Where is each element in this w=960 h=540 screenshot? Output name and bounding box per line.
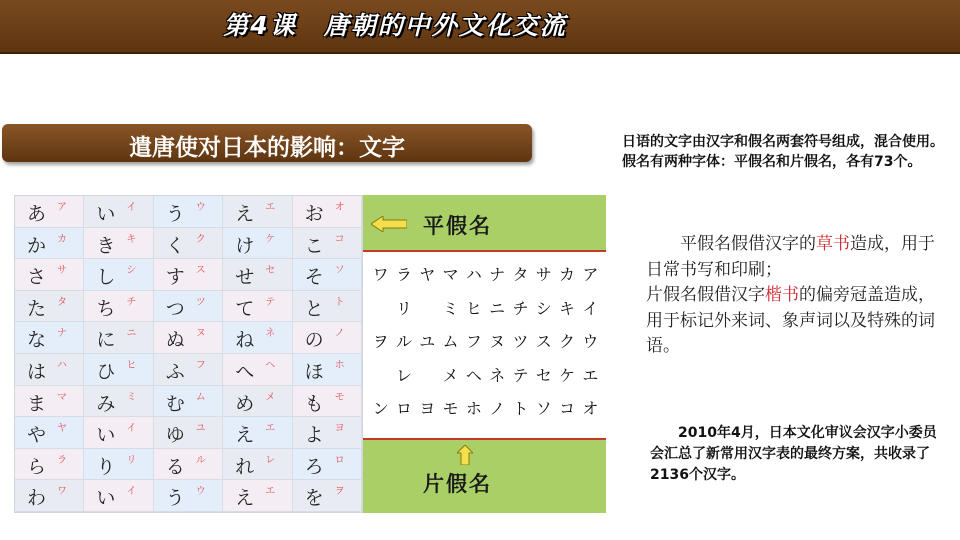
kana-cell [84,417,153,449]
kana-cell [84,196,153,228]
hiragana-char: ほ [304,361,324,383]
katakana-char: ソ [334,265,345,277]
hiragana-char: ち [96,297,116,320]
kana-cell [223,322,292,354]
hiragana-char: ひ [96,361,116,383]
katakana-glyph: チ [512,298,529,318]
hiragana-char: い [96,203,116,225]
katakana-glyph: マ [442,265,459,284]
katakana-glyph: ヌ [489,332,506,352]
katakana-glyph: リ [395,298,412,318]
katakana-char: ウ [195,486,206,498]
kana-cell [84,480,153,512]
hiragana-char: や [27,424,47,447]
hiragana-char: た [27,297,47,320]
katakana-char: エ [265,423,276,435]
katakana-glyph: カ [559,265,576,284]
hiragana-char: か [27,234,47,257]
hiragana-char: わ [27,487,47,510]
hiragana-char: き [96,234,116,257]
katakana-char: ミ [126,391,137,403]
katakana-glyph: ア [582,265,599,284]
katakana-glyph: イ [582,298,599,318]
hiragana-char: も [304,392,324,415]
katakana-glyph: メ [442,365,459,385]
katakana-char: ナ [57,328,67,340]
katakana-glyph: タ [512,265,529,284]
hiragana-char: へ [235,361,255,383]
katakana-char: ヤ [57,423,67,435]
katakana-glyph: ヨ [419,399,436,419]
katakana-char: リ [126,454,137,466]
hiragana-char: な [27,329,47,352]
kana-cell [293,322,362,354]
katakana-char: タ [57,296,67,308]
explain-part-1: 平假名假借汉字的 [646,234,816,254]
hiragana-char: を [304,487,324,510]
katakana-glyph: ヤ [419,265,436,284]
kana-cell [15,480,84,512]
katakana-char: ネ [265,328,276,340]
hiragana-char: の [304,329,324,352]
kana-cell [223,449,292,481]
explanation-paragraph [646,232,936,360]
hiragana-char: ね [235,329,255,352]
explain-part-2: 造成，用于日常书写和印刷； [646,234,935,280]
katakana-glyph: ロ [395,399,412,419]
hiragana-char: い [96,424,116,447]
katakana-char: セ [265,265,276,277]
katakana-glyph: コ [559,399,576,419]
katakana-glyph: エ [582,365,599,385]
katakana-glyph: ウ [582,332,599,352]
kana-cell [15,291,84,323]
hiragana-char: い [96,487,116,510]
kana-cell [154,417,223,449]
katakana-char: エ [265,486,276,498]
katakana-char: フ [195,360,206,371]
hiragana-char: て [235,297,255,320]
katakana-char: ム [195,391,206,403]
katakana-glyph: フ [465,332,482,352]
hiragana-char: は [27,361,47,383]
katakana-glyph: オ [582,399,599,419]
katakana-glyph: シ [535,298,552,318]
hiragana-char: め [235,392,255,415]
katakana-char: ユ [195,423,206,435]
katakana-glyph: ヘ [465,365,482,385]
kana-cell [154,386,223,418]
kana-cell [293,480,362,512]
katakana-glyph: ホ [465,399,482,419]
katakana-glyph: ヒ [465,298,482,318]
katakana-glyph: ム [442,332,459,352]
hiragana-label: 平假名 [423,214,492,238]
kana-cell [293,259,362,291]
katakana-char: メ [265,391,276,403]
katakana-char: サ [57,265,67,277]
katakana-glyph: レ [395,365,412,385]
kana-cell [223,291,292,323]
kana-cell [15,449,84,481]
hiragana-char: と [304,297,324,320]
kana-cell [154,480,223,512]
kana-cell [293,386,362,418]
kana-cell [15,259,84,291]
kana-cell [154,354,223,386]
katakana-char: ロ [334,454,345,466]
katakana-glyph [416,361,439,395]
katakana-glyph: ケ [559,365,576,385]
kana-cell [154,322,223,354]
kana-cell [293,354,362,386]
intro-paragraph: 日语的文字由汉字和假名两套符号组成，混合使用。假名有两种字体：平假名和片假名，各有73个。 [622,134,944,170]
katakana-char: ア [57,202,67,213]
hiragana-char: せ [235,266,255,289]
katakana-char: マ [57,391,67,403]
title-bar [0,0,960,54]
section-heading-bar [2,124,532,162]
katakana-char: イ [126,202,137,213]
katakana-glyph: ル [395,332,412,352]
highlight-regular-script: 楷书 [765,285,799,305]
katakana-glyph: ラ [395,265,412,284]
katakana-glyph: ワ [372,265,389,284]
katakana-char: ト [334,296,345,308]
hiragana-char: お [304,203,324,225]
footer-note: 2010年4月，日本文化审议会汉字小委员会汇总了新常用汉字表的最终方案，共收录了2136个汉字。 [650,425,937,483]
katakana-glyph: ネ [489,365,506,385]
katakana-char: エ [265,202,276,213]
katakana-glyph: ン [372,399,389,419]
katakana-char: ウ [195,202,206,213]
katakana-char: ス [195,265,206,277]
kana-panel [363,195,606,513]
kana-cell [223,196,292,228]
kana-cell [293,449,362,481]
hiragana-char: よ [304,424,324,447]
kana-cell [84,354,153,386]
hiragana-char: ゆ [165,424,185,447]
katakana-glyph: ユ [419,332,436,352]
hiragana-char: に [96,329,116,352]
kana-cell [15,228,84,260]
katakana-char: ホ [334,360,345,371]
hiragana-char: え [235,487,255,510]
katakana-char: モ [334,391,345,403]
arrow-left-icon [371,216,407,232]
katakana-char: イ [126,423,137,435]
kana-cell [223,354,292,386]
kana-cell [15,354,84,386]
kana-cell [154,196,223,228]
katakana-char: ツ [195,296,206,308]
explain-part-4: 的偏旁冠盖造成，用于标记外来词、象声词以及特殊的词语。 [646,285,935,356]
katakana-glyph: サ [535,265,552,284]
kana-cell [223,417,292,449]
katakana-glyph: ノ [489,399,506,419]
highlight-cursive: 草书 [816,234,850,254]
hiragana-char: け [235,234,255,257]
katakana-glyph: ク [559,332,576,352]
hiragana-char: み [96,392,116,415]
kana-cell [293,228,362,260]
hiragana-char: え [235,203,255,225]
katakana-glyph: ト [512,399,529,419]
hiragana-char: あ [27,203,47,225]
hiragana-chart [14,195,363,513]
arrow-up-icon [457,445,473,465]
kana-cell [154,259,223,291]
katakana-char: ク [195,233,206,245]
katakana-glyph: ニ [489,298,506,318]
katakana-chart [363,250,606,440]
katakana-glyph: ヲ [372,332,389,352]
hiragana-char: え [235,424,255,447]
kana-cell [15,196,84,228]
kana-cell [223,259,292,291]
hiragana-char: る [165,455,185,478]
hiragana-char: し [96,266,116,289]
kana-cell [84,449,153,481]
katakana-char: コ [334,233,345,245]
hiragana-char: れ [235,455,255,478]
katakana-glyph: ス [535,332,552,352]
katakana-label: 片假名 [423,472,492,496]
hiragana-char: ふ [165,361,185,383]
hiragana-char: こ [304,234,324,257]
kana-cell [15,417,84,449]
katakana-glyph [416,294,439,328]
katakana-glyph: キ [559,298,576,318]
katakana-char: ヒ [126,360,137,371]
katakana-char: ヘ [265,360,276,371]
hiragana-char: そ [304,266,324,289]
kana-cell [223,228,292,260]
kana-cell [84,291,153,323]
section-title: 遣唐使对日本的影响：文字 [129,135,405,161]
katakana-glyph: セ [535,365,552,385]
hiragana-char: さ [27,266,47,289]
kana-cell [154,228,223,260]
katakana-glyph: テ [512,365,529,385]
katakana-char: ヨ [334,423,345,435]
katakana-char: ケ [265,233,276,245]
kana-cell [84,228,153,260]
kana-cell [293,291,362,323]
hiragana-char: つ [165,297,185,320]
katakana-char: ワ [57,486,67,498]
kana-cell [293,196,362,228]
hiragana-char: ら [27,455,47,478]
hiragana-char: ろ [304,455,324,478]
lesson-title: 第4课 唐朝的中外文化交流 [223,11,567,40]
kana-cell [154,291,223,323]
hiragana-char: む [165,392,185,415]
katakana-char: キ [126,233,137,245]
katakana-char: ニ [126,328,137,340]
kana-cell [84,386,153,418]
katakana-char: ヲ [334,486,345,498]
hiragana-char: く [165,234,185,257]
katakana-glyph: ツ [512,332,529,352]
katakana-char: ハ [57,360,67,371]
katakana-char: シ [126,265,137,277]
katakana-glyph: ミ [442,298,459,318]
katakana-char: ル [195,454,206,466]
hiragana-char: う [165,203,185,225]
katakana-char: ヌ [195,328,206,340]
kana-cell [154,449,223,481]
katakana-char: チ [126,296,137,308]
katakana-glyph: ハ [465,265,482,284]
katakana-char: オ [334,202,345,213]
hiragana-char: す [165,266,185,289]
katakana-char: イ [126,486,137,498]
kana-cell [293,417,362,449]
hiragana-char: ぬ [165,329,185,352]
kana-cell [84,259,153,291]
katakana-glyph: モ [442,399,459,419]
katakana-glyph: ナ [489,265,506,284]
katakana-glyph [369,361,392,395]
katakana-char: ラ [57,454,67,466]
hiragana-char: う [165,487,185,510]
katakana-char: ノ [334,328,345,340]
katakana-glyph: ソ [535,399,552,419]
hiragana-char: り [96,455,116,478]
hiragana-char: ま [27,392,47,415]
katakana-glyph [369,294,392,328]
kana-cell [15,322,84,354]
kana-cell [223,386,292,418]
kana-cell [84,322,153,354]
katakana-char: カ [57,233,67,245]
explain-part-3: 片假名假借汉字 [646,285,765,305]
katakana-char: レ [265,454,276,466]
kana-cell [15,386,84,418]
katakana-char: テ [265,296,276,308]
kana-cell [223,480,292,512]
